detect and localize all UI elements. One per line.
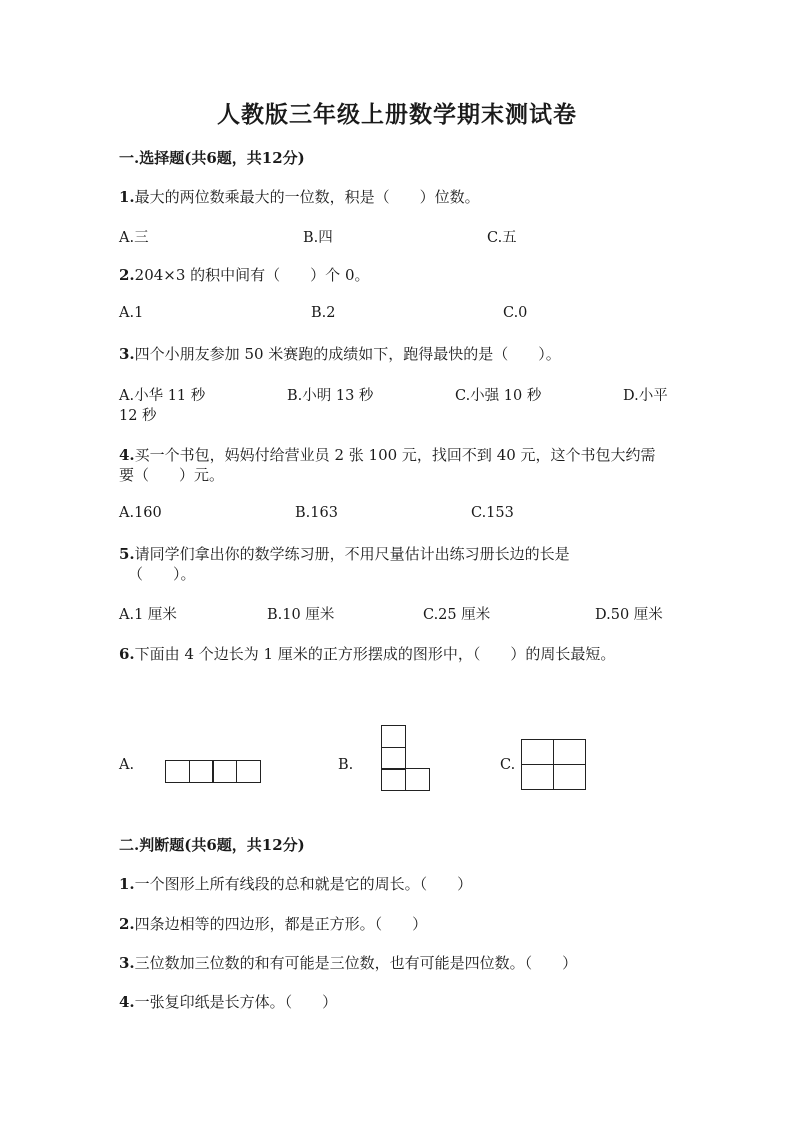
question-text: 204×3 的积中间有（ ）个 0。 <box>134 266 370 284</box>
option-a[interactable]: A.1 厘米 <box>119 607 177 623</box>
question-number: 3. <box>119 345 135 363</box>
option-b[interactable]: B.2 <box>311 305 336 321</box>
judgement-question-2 <box>119 913 427 934</box>
option-c[interactable]: C.五 <box>487 230 517 246</box>
question-number: 2. <box>119 915 135 933</box>
question-text: 买一个书包，妈妈付给营业员 2 张 100 元，找回不到 40 元，这个书包大约需 <box>134 446 656 464</box>
figure-c-two-by-two-square <box>521 739 586 790</box>
question-number: 1. <box>119 875 135 893</box>
square <box>553 764 586 790</box>
square <box>521 739 554 765</box>
square <box>381 768 406 791</box>
option-a[interactable]: A.小华 11 秒 <box>119 388 206 404</box>
option-c[interactable]: C.25 厘米 <box>423 607 491 623</box>
square <box>381 747 406 770</box>
question-4-line2: 要（ ）元。 <box>119 466 225 484</box>
question-text: 最大的两位数乘最大的一位数，积是（ ）位数。 <box>134 188 480 206</box>
question-4 <box>119 444 656 465</box>
square <box>189 760 214 783</box>
option-a[interactable]: A.三 <box>119 230 149 246</box>
question-text: 一个图形上所有线段的总和就是它的周长。（ ） <box>134 875 473 893</box>
question-text: 一张复印纸是长方体。（ ） <box>134 993 338 1011</box>
option-d[interactable]: D.50 厘米 <box>595 607 663 623</box>
question-number: 5. <box>119 545 135 563</box>
option-b[interactable]: B.10 厘米 <box>267 607 335 623</box>
page-title: 人教版三年级上册数学期末测试卷 <box>217 101 577 128</box>
question-5 <box>119 543 570 564</box>
option-d[interactable]: D.小平 <box>623 388 668 404</box>
question-1 <box>119 186 480 207</box>
option-a[interactable]: A.160 <box>119 505 162 521</box>
square <box>212 760 237 783</box>
option-c[interactable]: C. <box>500 757 516 773</box>
question-number: 1. <box>119 188 135 206</box>
option-b[interactable]: B.小明 13 秒 <box>287 388 374 404</box>
option-a[interactable]: A. <box>119 757 135 773</box>
option-a[interactable]: A.1 <box>119 305 144 321</box>
option-c[interactable]: C.小强 10 秒 <box>455 388 542 404</box>
question-number: 2. <box>119 266 135 284</box>
figure-a-row-of-four-squares <box>165 760 261 783</box>
option-c[interactable]: C.0 <box>503 305 528 321</box>
judgement-question-3 <box>119 952 577 973</box>
section-heading-judgement: 二.判断题(共6题，共12分) <box>119 836 305 854</box>
question-number: 4. <box>119 446 135 464</box>
square <box>236 760 261 783</box>
question-5-line2: （ ）。 <box>128 565 196 583</box>
judgement-question-1 <box>119 873 472 894</box>
question-text: 下面由 4 个边长为 1 厘米的正方形摆成的图形中，（ ）的周长最短。 <box>134 645 616 663</box>
question-text: 三位数加三位数的和有可能是三位数，也有可能是四位数。（ ） <box>134 954 578 972</box>
judgement-question-4 <box>119 991 337 1012</box>
option-c[interactable]: C.153 <box>471 505 514 521</box>
question-text: 四个小朋友参加 50 米赛跑的成绩如下，跑得最快的是（ ）。 <box>134 345 561 363</box>
square <box>521 764 554 790</box>
option-d-wrap: 12 秒 <box>119 408 157 424</box>
section-heading-choice: 一.选择题(共6题，共12分) <box>119 149 305 167</box>
question-text: 请同学们拿出你的数学练习册，不用尺量估计出练习册长边的长是 <box>134 545 570 563</box>
square <box>381 725 406 748</box>
square <box>553 739 586 765</box>
square <box>165 760 190 783</box>
question-number: 3. <box>119 954 135 972</box>
question-text: 四条边相等的四边形，都是正方形。（ ） <box>134 915 428 933</box>
option-b[interactable]: B.163 <box>295 505 338 521</box>
option-b[interactable]: B.四 <box>303 230 333 246</box>
question-2 <box>119 264 370 285</box>
question-3 <box>119 343 561 364</box>
question-6 <box>119 643 615 664</box>
square <box>405 768 430 791</box>
option-b[interactable]: B. <box>338 757 354 773</box>
question-number: 6. <box>119 645 135 663</box>
figure-b-l-shape <box>381 725 430 791</box>
question-number: 4. <box>119 993 135 1011</box>
